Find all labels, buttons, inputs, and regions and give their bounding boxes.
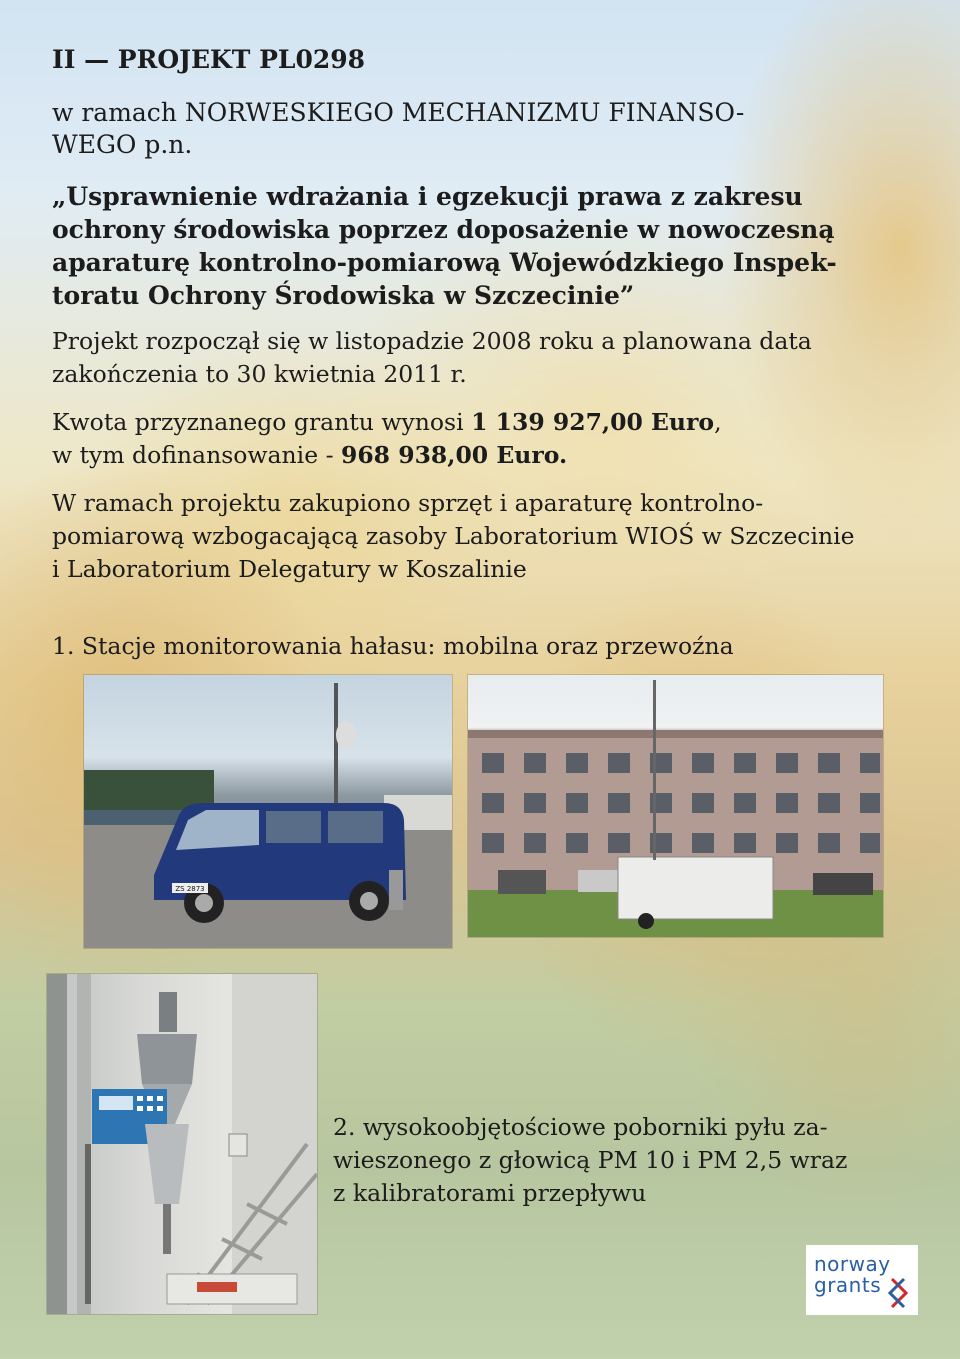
project-title-line-2: ochrony środowiska poprzez doposażenie w nowoczesną (52, 215, 835, 244)
item-2-line-1: 2. wysokoobjętościowe poborniki pyłu za- (333, 1113, 828, 1141)
logo-word-grants: grants (814, 1273, 882, 1297)
scope-line-3: i Laboratorium Delegatury w Koszalinie (52, 555, 527, 583)
dates-line-1: Projekt rozpoczął się w listopadzie 2008 roku a planowana data (52, 327, 812, 355)
mechanism-line-1: w ramach NORWESKIEGO MECHANIZMU FINANSO- (52, 98, 745, 127)
project-title-line-1: „Usprawnienie wdrażania i egzekucji prawa z zakresu (52, 182, 803, 211)
logo-arrow-mark (806, 1245, 918, 1315)
grant-line-1 (52, 406, 722, 438)
norway-grants-logo (806, 1245, 918, 1315)
dates-line-2: zakończenia to 30 kwietnia 2011 r. (52, 360, 467, 388)
grant-label: Kwota przyznanego grantu wynosi (52, 408, 472, 436)
cofinancing-label: w tym dofinansowanie - (52, 441, 341, 469)
photo-monitoring-van (84, 675, 452, 948)
project-number: II — PROJEKT PL0298 (52, 45, 366, 74)
item-1-noise-stations: 1. Stacje monitorowania hałasu: mobilna oraz przewoźna (52, 632, 734, 660)
mechanism-line-2: WEGO p.n. (52, 130, 193, 159)
grant-line-2 (52, 439, 567, 471)
grant-comma: , (714, 408, 722, 436)
photo-dust-sampler (47, 974, 317, 1314)
project-title-line-4: toratu Ochrony Środowiska w Szczecinie” (52, 281, 635, 310)
grant-amount: 1 139 927,00 Euro (471, 408, 715, 436)
scope-line-2: pomiarową wzbogacającą zasoby Laboratorium WIOŚ w Szczecinie (52, 522, 855, 550)
project-title-line-3: aparaturę kontrolno-pomiarową Wojewódzkiego Inspek- (52, 248, 837, 277)
scope-line-1: W ramach projektu zakupiono sprzęt i aparaturę kontrolno- (52, 489, 764, 517)
item-2-line-3: z kalibratorami przepływu (333, 1179, 647, 1207)
van-license-plate: ZS 2873 (175, 885, 205, 893)
photo-noise-trailer-building (468, 675, 883, 937)
cofinancing-amount: 968 938,00 Euro. (340, 441, 568, 469)
logo-word-norway: norway (814, 1252, 891, 1276)
item-2-line-2: wieszonego z głowicą PM 10 i PM 2,5 wraz (333, 1146, 848, 1174)
